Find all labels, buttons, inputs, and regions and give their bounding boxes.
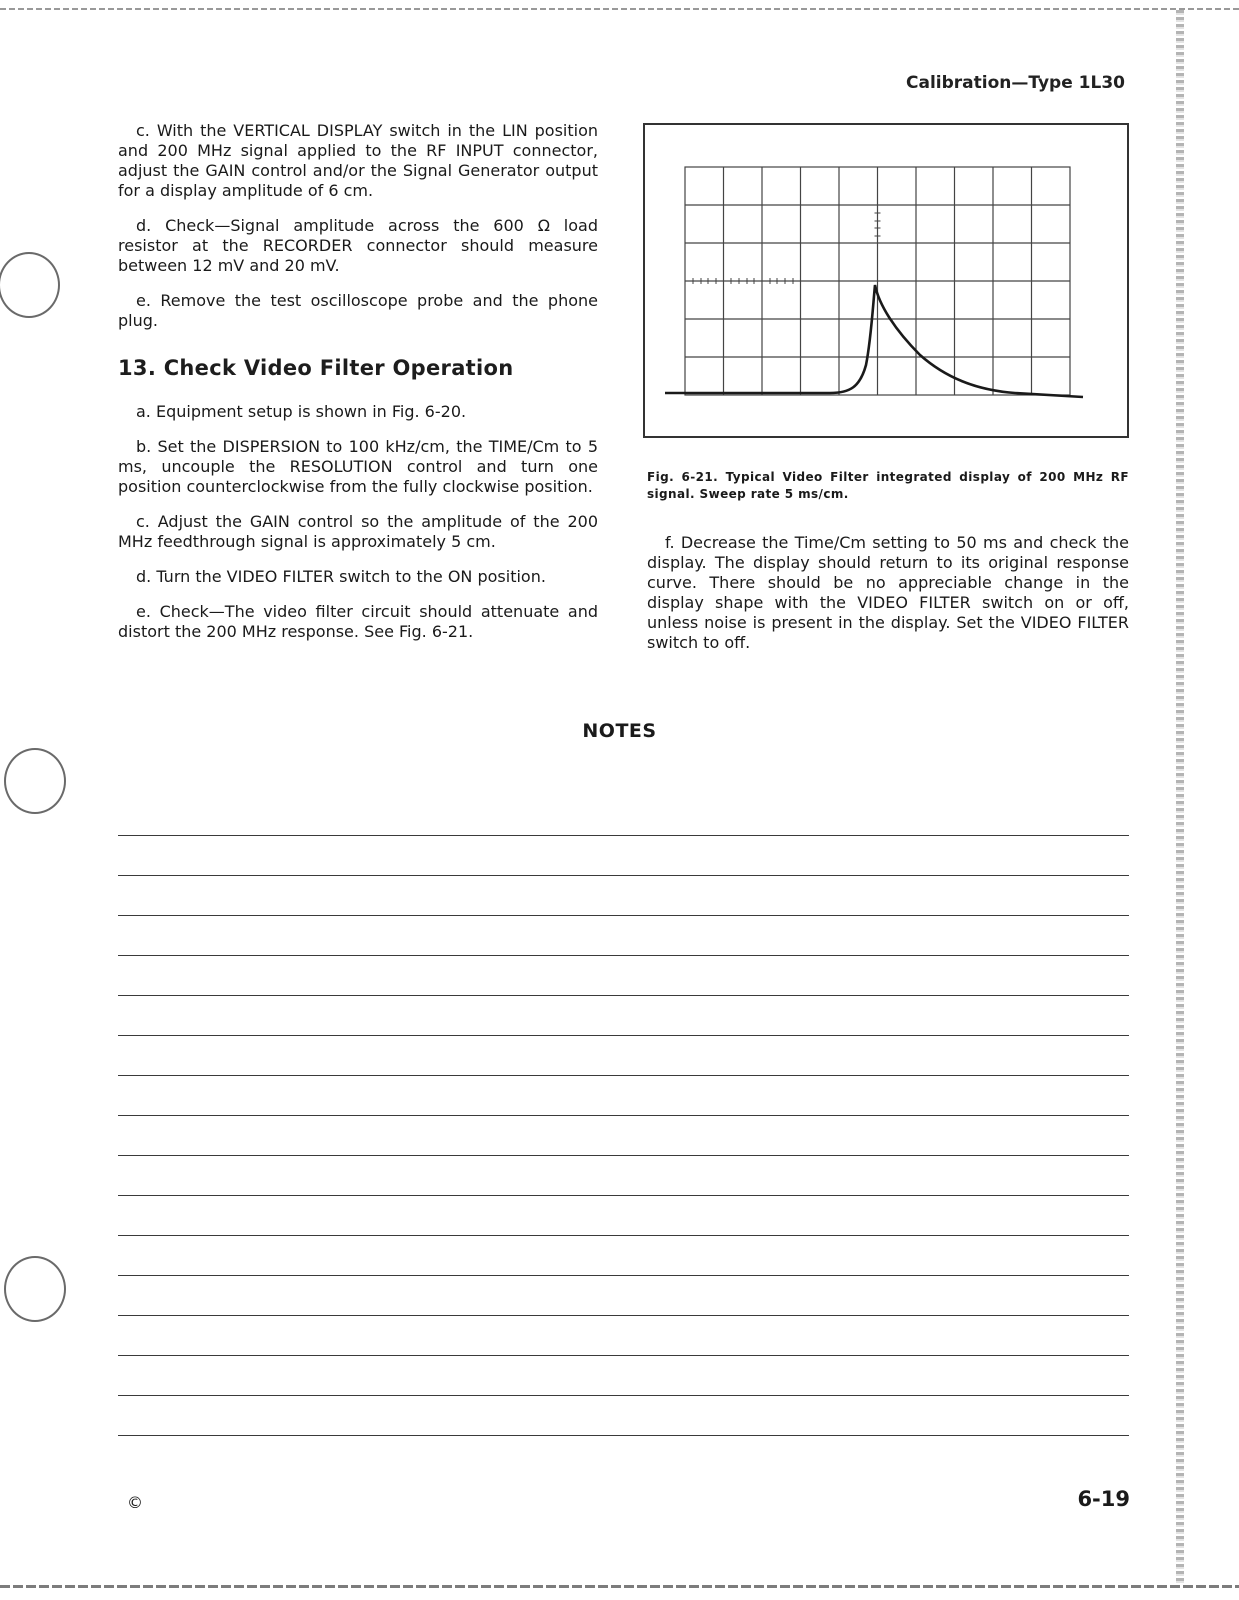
figure-6-21 bbox=[643, 123, 1129, 438]
video-filter-response-trace bbox=[665, 285, 1083, 397]
section-body bbox=[118, 402, 598, 657]
note-line bbox=[118, 1316, 1129, 1356]
left-column bbox=[118, 121, 598, 346]
graticule-minor-ticks bbox=[693, 213, 881, 284]
page-number: 6-19 bbox=[1077, 1487, 1130, 1511]
note-line bbox=[118, 836, 1129, 876]
page-edge-top bbox=[0, 8, 1239, 10]
page-edge-right bbox=[1176, 10, 1184, 1585]
graticule bbox=[685, 167, 1070, 395]
note-line bbox=[118, 1036, 1129, 1076]
right-column bbox=[647, 533, 1129, 668]
section-step-e: e. Check—The video filter circuit should attenuate and distort the 200 MHz response. See Fig. 6-21. bbox=[118, 602, 598, 641]
note-line bbox=[118, 876, 1129, 916]
figure-caption: Fig. 6-21. Typical Video Filter integrated display of 200 MHz RF signal. Sweep rate 5 ms/cm. bbox=[647, 470, 1129, 501]
section-heading: 13. Check Video Filter Operation bbox=[118, 356, 514, 380]
note-line bbox=[118, 1396, 1129, 1436]
binder-hole-top bbox=[0, 252, 60, 318]
section-step-d: d. Turn the VIDEO FILTER switch to the ON position. bbox=[136, 567, 546, 586]
note-line bbox=[118, 796, 1129, 836]
copyright-symbol: © bbox=[127, 1493, 143, 1512]
note-line bbox=[118, 1076, 1129, 1116]
oscilloscope-display bbox=[645, 125, 1127, 436]
notes-heading: NOTES bbox=[582, 720, 657, 742]
step-f-paragraph: f. Decrease the Time/Cm setting to 50 ms and check the display. The display should return to its original response curve. There should be no appreciable change in the display shape with the VIDEO FILTER switch on or off, unless noise is present in the display. Set the VIDEO FILTER switch to off. bbox=[647, 533, 1129, 652]
note-line bbox=[118, 916, 1129, 956]
note-line bbox=[118, 956, 1129, 996]
notes-lines bbox=[118, 796, 1129, 1436]
page-edge-bottom bbox=[0, 1585, 1239, 1588]
note-line bbox=[118, 1276, 1129, 1316]
note-line bbox=[118, 1236, 1129, 1276]
section-step-b: b. Set the DISPERSION to 100 kHz/cm, the TIME/Cm to 5 ms, uncouple the RESOLUTION control and turn one position counterclockwise from the fully clockwise position. bbox=[118, 437, 598, 496]
note-line bbox=[118, 1156, 1129, 1196]
binder-hole-middle bbox=[4, 748, 66, 814]
note-line bbox=[118, 1356, 1129, 1396]
section-step-a: a. Equipment setup is shown in Fig. 6-20. bbox=[136, 402, 467, 421]
section-step-c: c. Adjust the GAIN control so the amplitude of the 200 MHz feedthrough signal is approximately 5 cm. bbox=[118, 512, 598, 551]
step-c-paragraph: c. With the VERTICAL DISPLAY switch in the LIN position and 200 MHz signal applied to the RF INPUT connector, adjust the GAIN control and/or the Signal Generator output for a display amplitude of 6 cm. bbox=[118, 121, 598, 200]
note-line bbox=[118, 1196, 1129, 1236]
note-line bbox=[118, 996, 1129, 1036]
note-line bbox=[118, 1116, 1129, 1156]
binder-hole-bottom bbox=[4, 1256, 66, 1322]
page-header-title: Calibration—Type 1L30 bbox=[906, 73, 1125, 93]
step-d-paragraph: d. Check—Signal amplitude across the 600 Ω load resistor at the RECORDER connector should measure between 12 mV and 20 mV. bbox=[118, 216, 598, 275]
step-e-paragraph: e. Remove the test oscilloscope probe and the phone plug. bbox=[118, 291, 598, 330]
